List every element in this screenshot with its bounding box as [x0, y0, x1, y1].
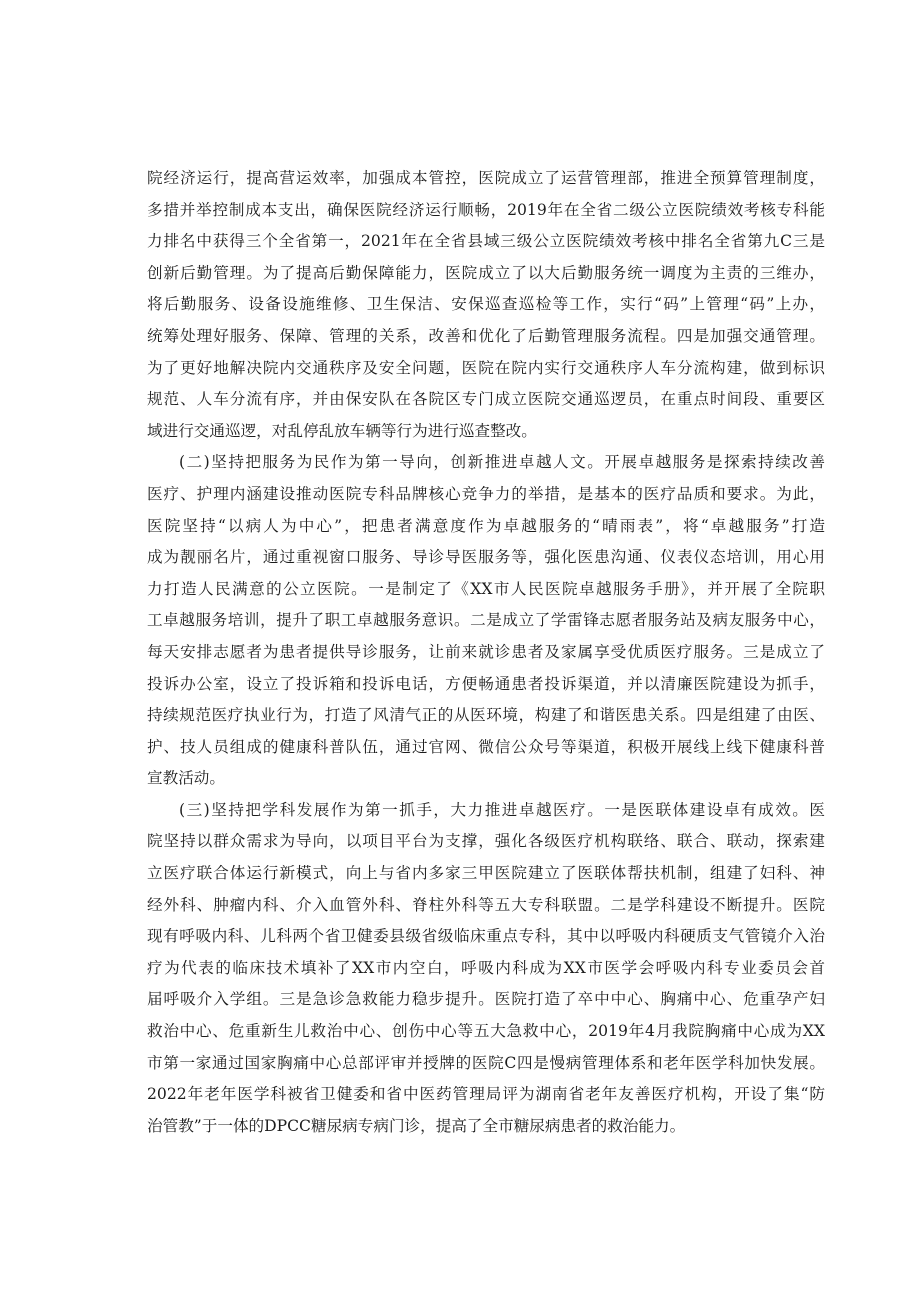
text-line: 护、技人员组成的健康科普队伍，通过官网、微信公众号等渠道，积极开展线上线下健康科普 — [147, 737, 825, 756]
text-line: 工卓越服务培训，提升了职工卓越服务意识。二是成立了学雷锋志愿者服务站及病友服务中心， — [147, 611, 825, 630]
paragraph-p3 — [147, 795, 825, 1143]
text-line: 治管教”于一体的DPCC糖尿病专病门诊，提高了全市糖尿病患者的救治能力。 — [147, 1116, 686, 1135]
text-line: 市第一家通过国家胸痛中心总部评审并授牌的医院C四是慢病管理体系和老年医学科加快发展。 — [147, 1053, 825, 1072]
text-line: 届呼吸介入学组。三是急诊急救能力稳步提升。医院打造了卒中中心、胸痛中心、危重孕产妇 — [147, 990, 825, 1009]
text-line: 成为靓丽名片，通过重视窗口服务、导诊导医服务等，强化医患沟通、仪表仪态培训，用心用 — [147, 548, 825, 567]
text-line: 每天安排志愿者为患者提供导诊服务，让前来就诊患者及家属享受优质医疗服务。三是成立了 — [147, 642, 825, 661]
text-line: 医疗、护理内涵建设推动医院专科品牌核心竞争力的举措，是基本的医疗品质和要求。为此， — [147, 484, 825, 503]
text-line: 规范、人车分流有序，并由保安队在各院区专门成立医院交通巡逻员，在重点时间段、重要区 — [147, 390, 825, 409]
text-line: (三)坚持把学科发展作为第一抓手，大力推进卓越医疗。一是医联体建设卓有成效。医 — [179, 800, 825, 819]
document-body — [147, 163, 825, 1142]
text-line: 经外科、肿瘤内科、介入血管外科、脊柱外科等五大专科联盟。二是学科建设不断提升。医院 — [147, 895, 825, 914]
text-line: 域进行交通巡逻，对乱停乱放车辆等行为进行巡查整改。 — [147, 421, 537, 440]
text-line: 持续规范医疗执业行为，打造了风清气正的从医环境，构建了和谐医患关系。四是组建了由医、 — [147, 706, 825, 725]
text-line: 将后勤服务、设备设施维修、卫生保洁、安保巡查巡检等工作，实行“码”上管理“码”上办， — [147, 295, 825, 314]
text-line: 力打造人民满意的公立医院。一是制定了《XX市人民医院卓越服务手册》，并开展了全院职 — [147, 579, 825, 598]
text-line: 为了更好地解决院内交通秩序及安全问题，医院在院内实行交通秩序人车分流构建，做到标识 — [147, 358, 825, 377]
paragraph-p1 — [147, 163, 825, 447]
text-line: 2022年老年医学科被省卫健委和省中医药管理局评为湖南省老年友善医疗机构，开设了集“防 — [147, 1085, 825, 1104]
paragraph-p2 — [147, 447, 825, 795]
text-line: 创新后勤管理。为了提高后勤保障能力，医院成立了以大后勤服务统一调度为主责的三维办， — [147, 263, 825, 282]
text-line: 宣教活动。 — [147, 769, 225, 788]
text-line: 投诉办公室，设立了投诉箱和投诉电话，方便畅通患者投诉渠道，并以清廉医院建设为抓手， — [147, 674, 825, 693]
text-line: (二)坚持把服务为民作为第一导向，创新推进卓越人文。开展卓越服务是探索持续改善 — [179, 453, 825, 472]
text-line: 疗为代表的临床技术填补了XX市内空白，呼吸内科成为XX市医学会呼吸内科专业委员会首 — [147, 958, 825, 977]
text-line: 院坚持以群众需求为导向，以项目平台为支撑，强化各级医疗机构联络、联合、联动，探索建 — [147, 832, 825, 851]
text-line: 医院坚持“以病人为中心”，把患者满意度作为卓越服务的“晴雨表”，将“卓越服务”打造 — [147, 516, 825, 535]
text-line: 现有呼吸内科、儿科两个省卫健委县级省级临床重点专科，其中以呼吸内科硬质支气管镜介入治 — [147, 927, 825, 946]
text-line: 统筹处理好服务、保障、管理的关系，改善和优化了后勤管理服务流程。四是加强交通管理。 — [147, 326, 825, 345]
text-line: 力排名中获得三个全省第一，2021年在全省县域三级公立医院绩效考核中排名全省第九C三是 — [147, 232, 825, 251]
text-line: 救治中心、危重新生儿救治中心、创伤中心等五大急救中心，2019年4月我院胸痛中心成为XX — [147, 1022, 825, 1041]
text-line: 立医疗联合体运行新模式，向上与省内多家三甲医院建立了医联体帮扶机制，组建了妇科、神 — [147, 864, 825, 883]
text-line: 院经济运行，提高营运效率，加强成本管控，医院成立了运营管理部，推进全预算管理制度， — [147, 169, 825, 187]
text-line: 多措并举控制成本支出，确保医院经济运行顺畅，2019年在全省二级公立医院绩效考核专科能 — [147, 200, 825, 219]
